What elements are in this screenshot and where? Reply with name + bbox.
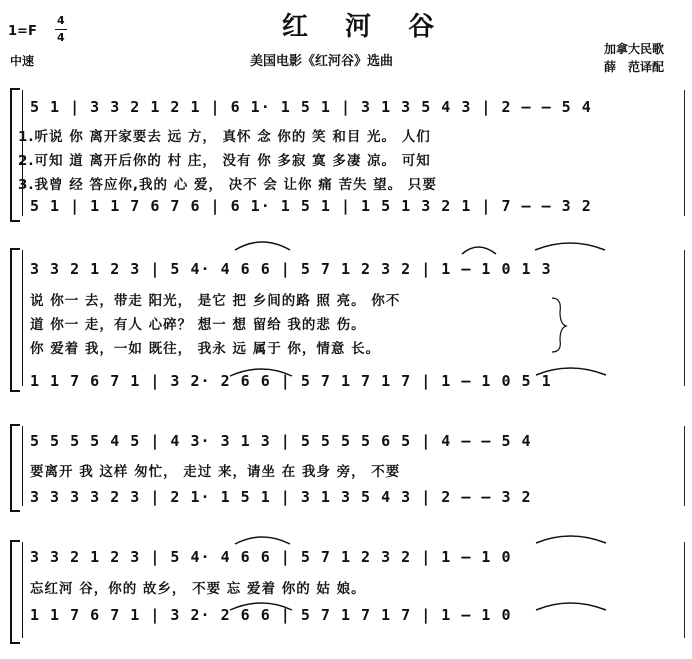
slur-2 xyxy=(462,247,496,254)
song-origin: 加拿大民歌 xyxy=(604,42,665,56)
translator-credit: 薛 范译配 xyxy=(604,60,665,74)
system-2-lyric-verse-1: 说 你一 去，带走 阳光， 是它 把 乡间的路 照 亮。 你不 xyxy=(30,293,401,309)
slur-1 xyxy=(235,242,290,250)
system-1-lower-voice: 5 1 | 1 1 7 6 7 6 | 6 1· 1 5 1 | 1 5 1 3 2 1 | 7 – – 3 2 xyxy=(30,197,592,215)
slur-4 xyxy=(230,369,292,376)
slur-3 xyxy=(535,243,605,250)
system-1-lyric-verse-2: 2.可知 道 离开后你的 村 庄， 没有 你 多寂 寞 多凄 凉。 可知 xyxy=(18,153,431,169)
system-3-upper-voice: 5 5 5 5 4 5 | 4 3· 3 1 3 | 5 5 5 5 6 5 | 4 – – 5 4 xyxy=(30,432,532,450)
system-4-lyric: 忘红河 谷，你的 故乡， 不要 忘 爱着 你的 姑 娘。 xyxy=(30,581,366,597)
system-2-lyric-verse-2: 道 你一 走，有人 心碎？ 想一 想 留给 我的悲 伤。 xyxy=(30,317,366,333)
time-signature-bottom: 4 xyxy=(57,31,65,44)
system-3-lyric: 要离开 我 这样 匆忙， 走过 来，请坐 在 我身 旁， 不要 xyxy=(30,464,401,480)
system-4-lower-voice: 1 1 7 6 7 1 | 3 2· 2 6 6 | 5 7 1 7 1 7 | 1 – 1 0 xyxy=(30,606,512,624)
slur-6 xyxy=(235,537,290,544)
slur-5 xyxy=(536,368,606,375)
page-title: 红 河 谷 xyxy=(282,12,449,42)
verse-brace xyxy=(552,298,566,352)
slur-9 xyxy=(536,603,606,610)
system-2-lower-voice: 1 1 7 6 7 1 | 3 2· 2 6 6 | 5 7 1 7 1 7 | 1 – 1 0 5 1 xyxy=(30,372,552,390)
system-1-lyric-verse-1: 1.听说 你 离开家要去 远 方， 真怀 念 你的 笑 和目 光。 人们 xyxy=(18,129,431,145)
system-4-upper-voice: 3 3 2 1 2 3 | 5 4· 4 6 6 | 5 7 1 2 3 2 | 1 – 1 0 xyxy=(30,548,512,566)
slur-8 xyxy=(230,603,292,610)
page-subtitle: 美国电影《红河谷》选曲 xyxy=(250,54,394,69)
tempo-marking: 中速 xyxy=(10,54,35,68)
key-signature: 1=F xyxy=(8,24,37,39)
system-2-lyric-verse-3: 你 爱着 我，一如 既往， 我永 远 属于 你，情意 长。 xyxy=(30,341,381,357)
system-2-upper-voice: 3 3 2 1 2 3 | 5 4· 4 6 6 | 5 7 1 2 3 2 | 1 – 1 0 1 3 xyxy=(30,260,552,278)
system-3-lower-voice: 3 3 3 3 2 3 | 2 1· 1 5 1 | 3 1 3 5 4 3 | 2 – – 3 2 xyxy=(30,488,532,506)
time-signature-top: 4 xyxy=(57,14,65,27)
system-1-upper-voice: 5 1 | 3 3 2 1 2 1 | 6 1· 1 5 1 | 3 1 3 5 4 3 | 2 – – 5 4 xyxy=(30,98,592,116)
slur-7 xyxy=(536,536,606,543)
system-1-lyric-verse-3: 3.我曾 经 答应你,我的 心 爱， 决不 会 让你 痛 苦失 望。 只要 xyxy=(18,177,437,193)
